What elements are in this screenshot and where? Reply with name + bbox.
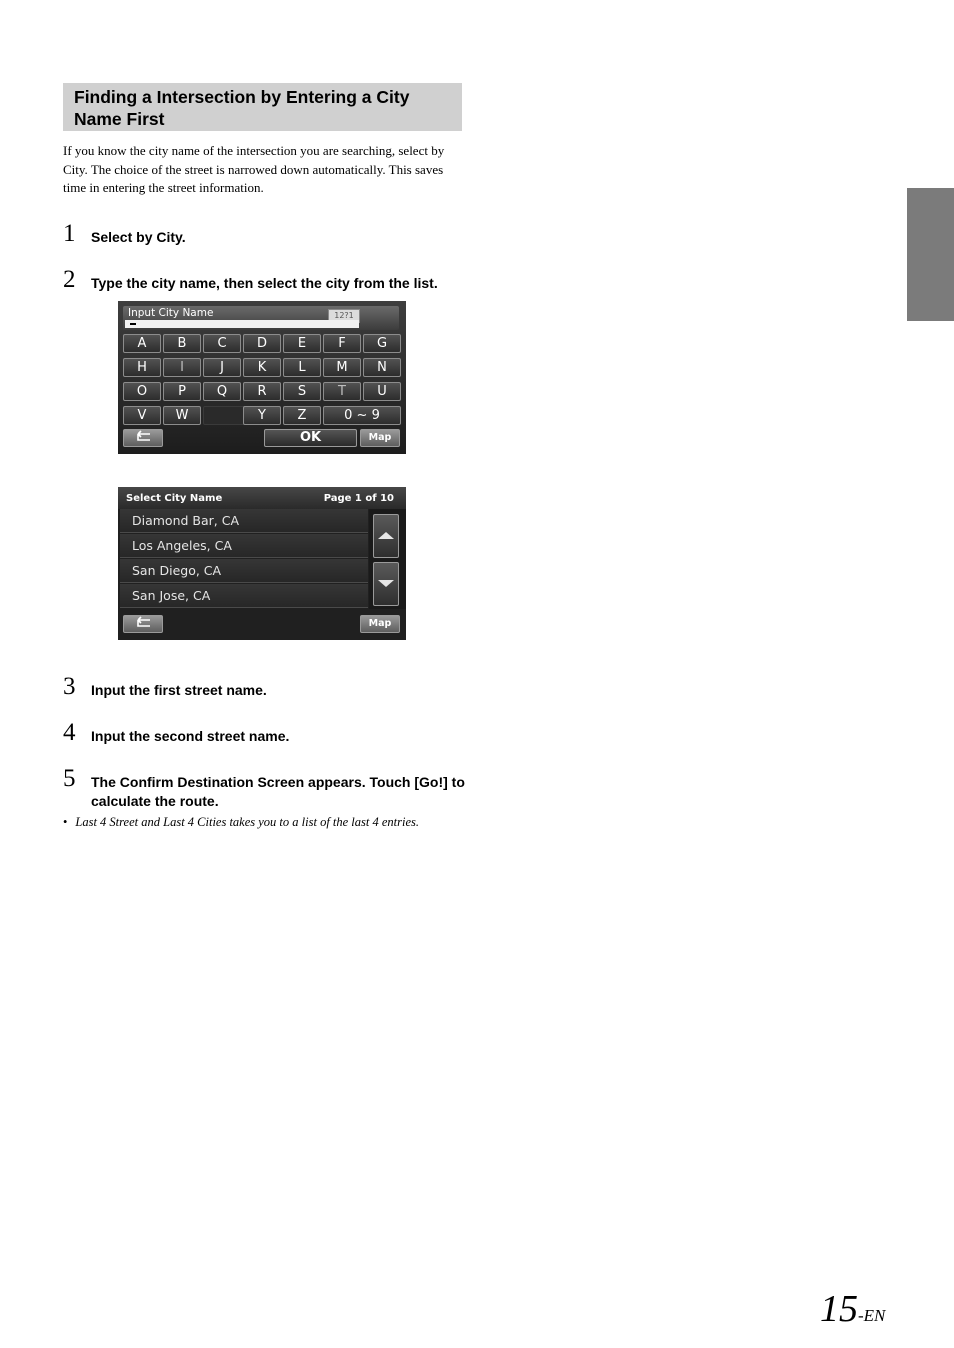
page-number-suffix: -EN	[858, 1306, 886, 1325]
key-w[interactable]: W	[163, 406, 201, 425]
step-text: Select by City.	[91, 229, 186, 245]
key-g[interactable]: G	[363, 334, 401, 353]
input-mode-badge[interactable]: 12?1	[328, 309, 360, 323]
key-b[interactable]: B	[163, 334, 201, 353]
key-q[interactable]: Q	[203, 382, 241, 401]
list-header	[118, 487, 406, 509]
key-m[interactable]: M	[323, 358, 361, 377]
note-bullet: •	[63, 815, 68, 829]
page-number	[820, 1288, 885, 1337]
scroll-up-button[interactable]	[373, 514, 399, 558]
city-name-input[interactable]	[125, 320, 359, 328]
key-r[interactable]: R	[243, 382, 281, 401]
note-text: Last 4 Street and Last 4 Cities takes you to a list of the last 4 entries.	[75, 815, 420, 829]
step-number: 2	[63, 266, 76, 293]
city-list-item[interactable]: San Diego, CA	[120, 559, 368, 583]
scroll-down-icon	[374, 563, 398, 605]
map-button[interactable]: Map	[360, 429, 400, 447]
key-h[interactable]: H	[123, 358, 161, 377]
city-list-item[interactable]: Los Angeles, CA	[120, 534, 368, 558]
key-n[interactable]: N	[363, 358, 401, 377]
key-k[interactable]: K	[243, 358, 281, 377]
section-title: Finding a Intersection by Entering a City Name First	[74, 87, 410, 129]
key-d[interactable]: D	[243, 334, 281, 353]
screen-title: Input City Name	[128, 307, 214, 319]
ok-button[interactable]: OK	[264, 429, 357, 447]
input-title-bar	[123, 306, 399, 330]
intro-paragraph: If you know the city name of the intersection you are searching, select by City. The choice of the street is narrowed down automatically. This saves time in entering the street information.	[63, 143, 445, 195]
step-number: 5	[63, 765, 76, 792]
section-heading-box	[63, 83, 462, 131]
key-z[interactable]: Z	[283, 406, 321, 425]
key-f[interactable]: F	[323, 334, 361, 353]
step-number: 1	[63, 220, 76, 247]
back-arrow-icon	[132, 430, 154, 444]
page-indicator: Page 1 of 10	[323, 493, 394, 504]
note	[63, 814, 483, 830]
screen-title: Select City Name	[126, 493, 223, 504]
step-text: Input the first street name.	[91, 682, 267, 698]
back-button[interactable]	[123, 615, 163, 633]
map-button[interactable]: Map	[360, 615, 400, 633]
scroll-down-button[interactable]	[373, 562, 399, 606]
step-number: 4	[63, 719, 76, 746]
key-t[interactable]: T	[323, 382, 361, 401]
list-scrollbar	[369, 509, 406, 609]
key-a[interactable]: A	[123, 334, 161, 353]
page-number-value: 15	[820, 1288, 858, 1330]
step-text: The Confirm Destination Screen appears. Touch [Go!] to calculate the route.	[91, 774, 465, 809]
city-list-item[interactable]: Diamond Bar, CA	[120, 509, 368, 533]
city-list-item[interactable]: San Jose, CA	[120, 584, 368, 608]
scroll-up-icon	[374, 515, 398, 557]
key-i[interactable]: I	[163, 358, 201, 377]
key-y[interactable]: Y	[243, 406, 281, 425]
key-p[interactable]: P	[163, 382, 201, 401]
key-v[interactable]: V	[123, 406, 161, 425]
section-side-tab	[907, 188, 954, 321]
step-text: Type the city name, then select the city from the list.	[91, 275, 438, 291]
key-o[interactable]: O	[123, 382, 161, 401]
key-numbers[interactable]: 0 ~ 9	[323, 406, 401, 425]
back-button[interactable]	[123, 429, 163, 447]
key-u[interactable]: U	[363, 382, 401, 401]
text-cursor	[130, 323, 136, 325]
key-l[interactable]: L	[283, 358, 321, 377]
back-arrow-icon	[132, 616, 154, 630]
step-number: 3	[63, 673, 76, 700]
key-j[interactable]: J	[203, 358, 241, 377]
key-c[interactable]: C	[203, 334, 241, 353]
key-e[interactable]: E	[283, 334, 321, 353]
input-city-name-screen	[118, 301, 406, 454]
step-text: Input the second street name.	[91, 728, 290, 744]
key-s[interactable]: S	[283, 382, 321, 401]
select-city-name-screen	[118, 487, 406, 640]
